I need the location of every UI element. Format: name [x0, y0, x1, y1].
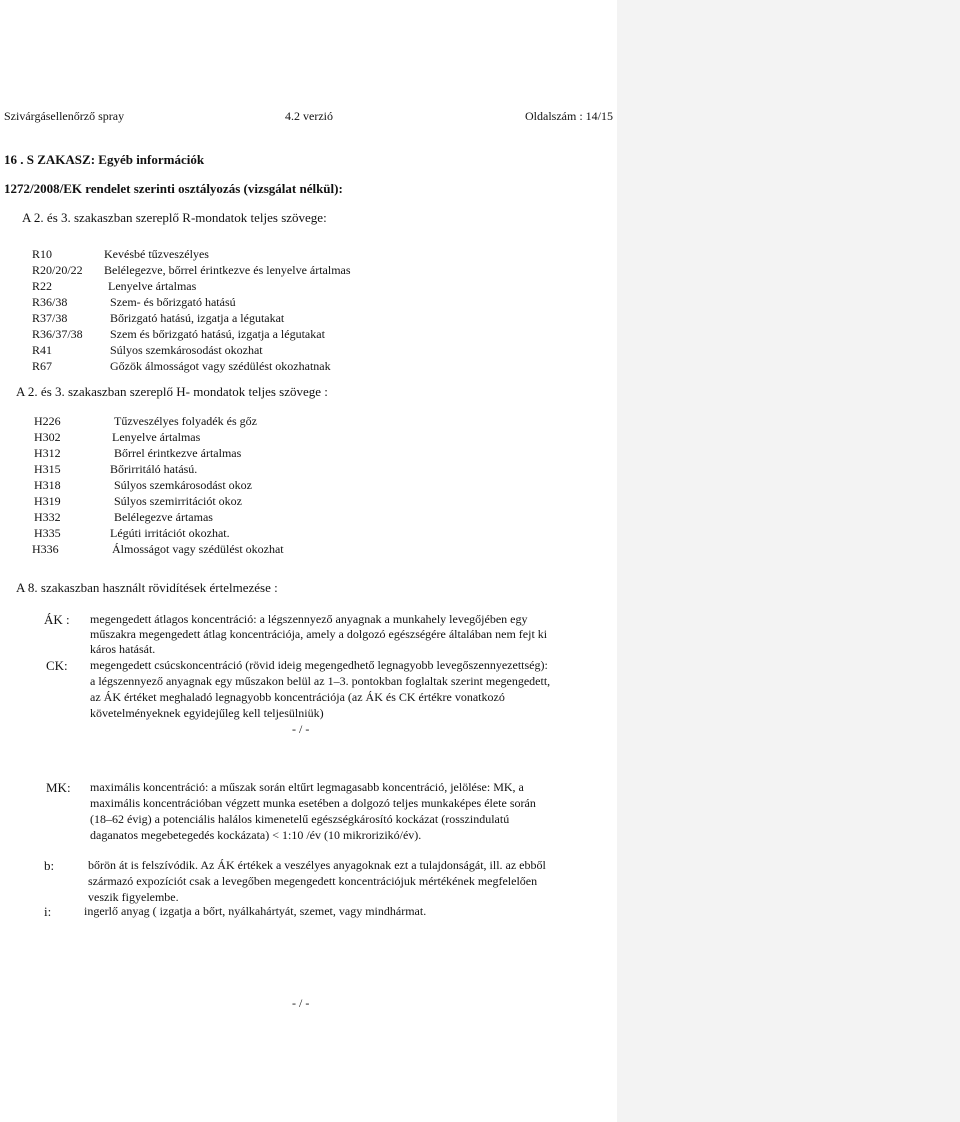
abbreviation-line: megengedett csúcskoncentráció (rövid ideig megengedhető legnagyobb levegőszennyezettség): [90, 658, 548, 672]
abbreviation-line: származó expozíciót csak a levegőben megengedett koncentrációjuk mértékének megfelelően [88, 874, 538, 888]
h-phrase-code: H226 [34, 414, 61, 428]
r-phrase-code: R41 [32, 343, 53, 357]
abbreviation-line: megengedett átlagos koncentráció: a légszennyező anyagnak a munkahely levegőjében egy [90, 612, 528, 626]
r-phrase-text: Belélegezve, bőrrel érintkezve és lenyelve ártalmas [104, 263, 351, 277]
section-subtitle: 1272/2008/EK rendelet szerinti osztályozás (vizsgálat nélkül): [4, 181, 343, 196]
r-phrase-code: R37/38 [32, 311, 68, 325]
abbreviation-line: maximális koncentrációban végzett munka esetében a dolgozó teljes munkaképes élete során [90, 796, 536, 810]
r-phrase-text: Súlyos szemkárosodást okozhat [110, 343, 263, 357]
abbreviation-term: CK: [46, 658, 68, 673]
r-phrases-heading: A 2. és 3. szakaszban szereplő R-mondatok teljes szövege: [22, 210, 327, 225]
r-phrase-code: R36/38 [32, 295, 68, 309]
h-phrase-text: Súlyos szemkárosodást okoz [114, 478, 252, 492]
abbreviation-line: maximális koncentráció: a műszak során eltűrt legmagasabb koncentráció, jelölése: MK, a [90, 780, 524, 794]
abbreviation-term: b: [44, 858, 55, 873]
h-phrase-code: H332 [34, 510, 61, 524]
h-phrase-code: H318 [34, 478, 61, 492]
r-phrase-code: R22 [32, 279, 53, 293]
page-separator: - / - [292, 722, 310, 736]
abbreviation-term: MK: [46, 780, 71, 795]
right-margin-panel [617, 0, 960, 1122]
h-phrase-text: Belélegezve ártamas [114, 510, 213, 524]
h-phrase-text: Súlyos szemirritációt okoz [114, 494, 242, 508]
r-phrase-text: Bőrizgató hatású, izgatja a légutakat [110, 311, 285, 325]
r-phrase-code: R10 [32, 247, 53, 261]
h-phrase-code: H335 [34, 526, 61, 540]
h-phrase-text: Lenyelve ártalmas [112, 430, 201, 444]
h-phrase-text: Álmosságot vagy szédülést okozhat [112, 542, 284, 556]
h-phrase-text: Bőrrel érintkezve ártalmas [114, 446, 242, 460]
r-phrase-text: Kevésbé tűzveszélyes [104, 247, 209, 261]
section-title: 16 . S ZAKASZ: Egyéb információk [4, 152, 205, 167]
h-phrase-text: Tűzveszélyes folyadék és gőz [114, 414, 257, 428]
r-phrase-code: R36/37/38 [32, 327, 83, 341]
r-phrase-code: R20/20/22 [32, 263, 83, 277]
h-phrase-code: H302 [34, 430, 61, 444]
h-phrase-code: H319 [34, 494, 61, 508]
r-phrase-text: Szem- és bőrizgató hatású [110, 295, 236, 309]
abbreviation-line: (18–62 évig) a potenciális halálos kimenetelű egészségkárosító kockázat (rosszindulatú [90, 812, 510, 826]
h-phrase-code: H312 [34, 446, 61, 460]
abbreviation-line: veszik figyelembe. [88, 890, 179, 904]
header-product-name: Szivárgásellenőrző spray [4, 109, 125, 123]
h-phrases-heading: A 2. és 3. szakaszban szereplő H- mondatok teljes szövege : [16, 384, 328, 399]
abbreviation-line: a légszennyező anyagnak egy műszakon belül az 1–3. pontokban foglaltak szerint megengedett, [90, 674, 551, 688]
abbreviation-line: daganatos megebetegedés kockázata) < 1:10 /év (10 mikrorizikó/év). [90, 828, 422, 842]
abbreviation-line: bőrön át is felszívódik. Az ÁK értékek a veszélyes anyagoknak ezt a tulajdonságát, ill. az ebből [88, 858, 546, 872]
abbreviation-term: i: [44, 904, 52, 919]
h-phrase-text: Bőrirritáló hatású. [110, 462, 198, 476]
abbreviation-line: káros hatását. [90, 642, 156, 656]
h-phrase-code: H315 [34, 462, 61, 476]
h-phrase-code: H336 [32, 542, 59, 556]
abbreviation-line: az ÁK értéket meghaladó legnagyobb koncentrációja (az ÁK és CK értékre vonatkozó [90, 690, 505, 704]
r-phrase-code: R67 [32, 359, 53, 373]
page-separator: - / - [292, 996, 310, 1010]
abbreviation-term: ÁK : [44, 612, 70, 627]
header-page-number: Oldalszám : 14/15 [525, 109, 613, 123]
abbreviation-line: ingerlő anyag ( izgatja a bőrt, nyálkahártyát, szemet, vagy mindhármat. [84, 904, 427, 918]
abbreviation-line: követelményeknek egyidejűleg kell teljesülniük) [90, 706, 324, 720]
r-phrase-text: Gőzök álmosságot vagy szédülést okozhatnak [110, 359, 331, 373]
h-phrase-text: Légúti irritációt okozhat. [110, 526, 230, 540]
r-phrase-text: Lenyelve ártalmas [108, 279, 197, 293]
abbreviation-line: műszakra megengedett átlag koncentrációja, amely a dolgozó egészségére általában nem fejt ki [90, 627, 548, 641]
abbreviations-heading: A 8. szakaszban használt rövidítések értelmezése : [16, 580, 278, 595]
header-version: 4.2 verzió [285, 109, 333, 123]
r-phrase-text: Szem és bőrizgató hatású, izgatja a légutakat [110, 327, 325, 341]
